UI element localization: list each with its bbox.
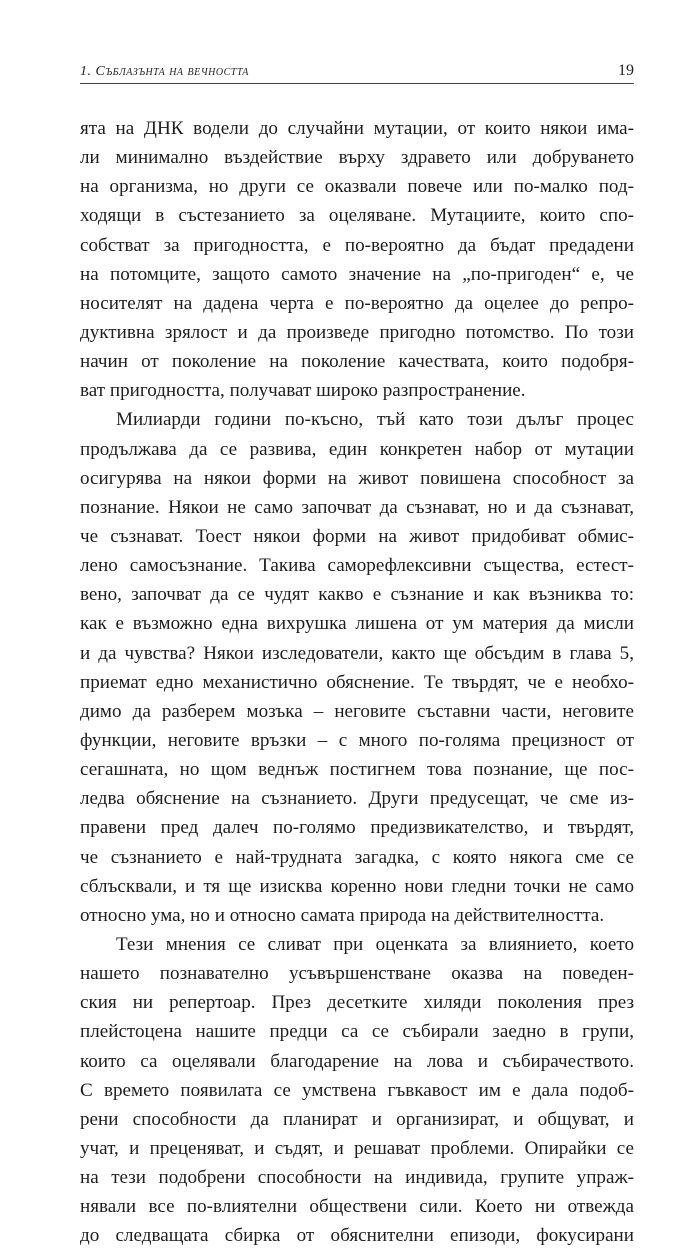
running-header — [80, 58, 634, 84]
text-line: и да чувства? Някои изследователи, както ще обсъдим в глава 5, — [80, 642, 634, 664]
text-line: на организма, но други се оказвали повече или по-малко под- — [80, 176, 634, 198]
text-line: вено, започват да се чудят какво е съзнание и как възниква то: — [80, 584, 634, 606]
text-line: дуктивна зрялост и да произведе пригодно потомство. По този — [80, 321, 634, 343]
text-line: ския ни репертоар. През десетките хиляди поколения през — [80, 992, 634, 1014]
text-line: С времето появилата се умствена гъвкавост им е дала подоб- — [80, 1079, 634, 1101]
text-line: рени способности да планират и организират, и общуват, и — [80, 1108, 634, 1130]
text-line: как е възможно една вихрушка лишена от ум материя да мисли — [80, 613, 634, 635]
text-line: ята на ДНК водели до случайни мутации, от които някои има- — [80, 118, 634, 139]
text-line: носителят на дадена черта е по-вероятно да оцелее до репро- — [80, 292, 634, 314]
text-line: относно ума, но и относно самата природа на действителността. — [80, 904, 605, 926]
text-line: сблъсквали, и тя ще изисква коренно нови гледни точки не само — [80, 875, 634, 897]
text-line: до следващата сбирка от обяснителни епизоди, фокусирани — [80, 1225, 634, 1247]
header-rule — [80, 83, 634, 84]
text-line: Милиарди години по-късно, тъй като този дълъг процес — [116, 409, 634, 431]
text-line: нашето познавателно усъвършенстване оказва на поведен- — [80, 963, 634, 985]
text-line: на потомците, защото самото значение на „по-пригоден“ е, че — [80, 263, 634, 285]
text-line: осигурява на някои форми на живот повишена способност за — [80, 467, 634, 489]
text-line: че съзнанието е най-трудната загадка, с която някога сме се — [80, 846, 634, 868]
text-line: които са оцелявали благодарение на лова и събирачеството. — [80, 1050, 634, 1072]
text-line: на тези подобрени способности на индивида, групите упраж- — [80, 1167, 634, 1189]
text-line: ходящи в състезанието за оцеляване. Мутациите, които спо- — [80, 205, 634, 227]
text-line: ват пригодността, получават широко разпространение. — [80, 380, 526, 402]
text-line: димо да разберем мозъка – неговите съставни части, неговите — [80, 700, 634, 722]
text-line: собстват за пригодността, е по-вероятно да бъдат предадени — [80, 234, 634, 256]
text-line: ли минимално въздействие върху здравето или добруването — [80, 147, 634, 169]
page-number: 19 — [618, 62, 634, 79]
text-line: функции, неговите връзки – с много по-голяма прецизност от — [80, 729, 634, 751]
chapter-title: 1. Съблазънта на вечността — [80, 64, 249, 79]
text-line: правени пред далеч по-голямо предизвикателство, и твърдят, — [80, 817, 634, 839]
text-line: че съзнават. Тоест някои форми на живот придобиват обмис- — [80, 525, 634, 547]
body-text — [80, 114, 634, 1250]
text-line: лено самосъзнание. Такива саморефлексивни същества, естест- — [80, 555, 634, 577]
text-line: ледва обяснение на съзнанието. Други предусещат, че сме из- — [80, 788, 634, 810]
text-line: Тези мнения се сливат при оценката за влиянието, което — [116, 933, 634, 955]
text-line: учат, и преценяват, и съдят, и решават проблеми. Опирайки се — [80, 1137, 634, 1159]
text-line: познание. Някои не само започват да съзнават, но и да съзнават, — [80, 496, 634, 518]
text-line: приемат едно механистично обяснение. Те твърдят, че е необхо- — [80, 671, 634, 693]
text-line: продължава да се развива, един конкретен набор от мутации — [80, 438, 634, 460]
text-line: плейстоцена нашите предци са се събирали заедно в групи, — [80, 1021, 634, 1043]
text-line: нявали все по-влиятелни обществени сили. Което ни отвежда — [80, 1196, 634, 1218]
text-line: начин от поколение на поколение качествата, които подобря- — [80, 351, 634, 373]
text-line: сегашната, но щом веднъж постигнем това познание, ще пос- — [80, 759, 634, 781]
